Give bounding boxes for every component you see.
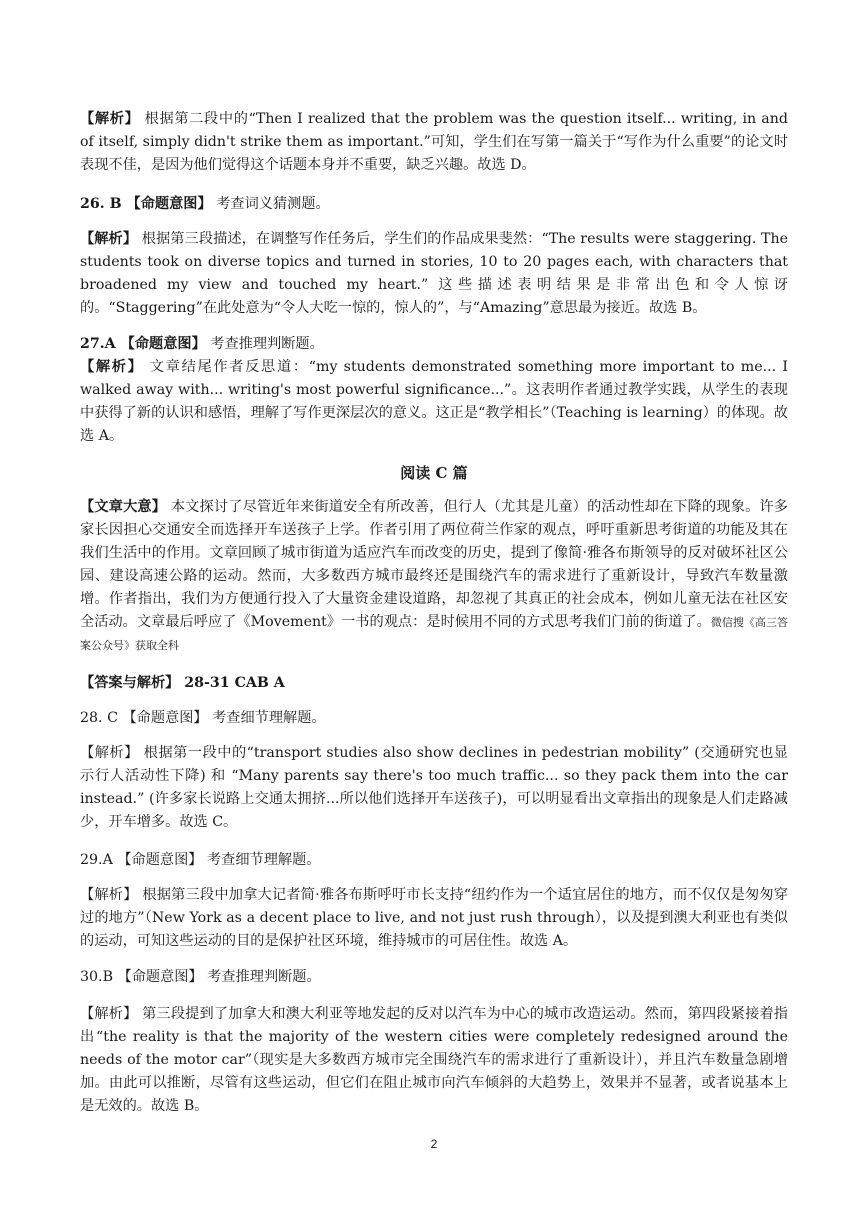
q27-heading bbox=[80, 333, 788, 356]
summary-text: 本文探讨了尽管近年来街道安全有所改善，但行人（尤其是儿童）的活动性却在下降的现象。许多家长因担心交通安全而选择开车送孩子上学。作者引用了两位荷兰作家的观点，呼吁重新思考街道的功能及其在我们生活中的作用。文章回顾了城市街道为适应汽车而改变的历史，提到了像简·雅各布斯领导的反对破坏社区公园、建设高速公路的运动。然而，大多数西方城市最终还是围绕汽车的需求进行了重新设计，导致汽车数量激增。作者指出，我们为方便通行投入了大量资金建设道路，却忽视了其真正的社会成本，例如儿童无法在社区安全活动。文章最后呼应了《Movement》一书的观点：是时候用不同的方式思考我们门前的街道了。 bbox=[80, 499, 788, 630]
q30-heading bbox=[80, 966, 788, 989]
page-number: 2 bbox=[430, 1137, 438, 1151]
analysis-25 bbox=[80, 108, 788, 177]
q29-intent: 考查细节理解题。 bbox=[202, 852, 321, 868]
q28-analysis bbox=[80, 742, 788, 834]
q26-heading bbox=[80, 193, 788, 216]
answers-label: 【答案与解析】 bbox=[80, 675, 180, 691]
answers-text: 28-31 CAB A bbox=[179, 675, 285, 691]
analysis-label: 【解析】 bbox=[80, 359, 144, 375]
analysis-text: 根据第二段中的“Then I realized that the problem was the question itself... writing, in and of itself, simply didn't strike them as important.”可知，学生们在写第一篇关于“写作为什么重要”的论文时表现不佳，是因为他们觉得这个话题本身并不重要，缺乏兴趣。故选 D。 bbox=[80, 111, 788, 173]
summary-label: 【文章大意】 bbox=[80, 499, 167, 515]
q29-heading bbox=[80, 849, 788, 872]
q29-intent-label: 【命题意图】 bbox=[112, 852, 203, 868]
q28-head: 28. C bbox=[80, 710, 118, 726]
analysis-text: 根据第三段中加拿大记者简·雅各布斯呼吁市长支持“纽约作为一个适宜居住的地方，而不仅仅是匆匆穿过的地方”（New York as a decent place to live, and not just rush through），以及提到澳大利亚也有类似的运动，可知这些运动的目的是保护社区环境，维持城市的可居住性。故选 A。 bbox=[80, 887, 788, 949]
analysis-label: 【解析】 bbox=[80, 745, 139, 761]
section-title: 阅读 C 篇 bbox=[400, 464, 468, 482]
article-summary bbox=[80, 496, 788, 657]
q28-heading bbox=[80, 707, 788, 730]
analysis-label: 【解析】 bbox=[80, 1006, 138, 1022]
analysis-text: 根据第三段描述，在调整写作任务后，学生们的作品成果斐然：“The results were staggering. The students took on diverse topics and turned in stories, 10 to 20 pages each, with characters that broadened my view and touched my heart.” 这些描述表明结果是非常出色和令人惊讶的。“Staggering”在此处意为“令人大吃一惊的，惊人的”，与“Amazing”意思最为接近。故选 B。 bbox=[80, 231, 788, 316]
analysis-text: 第三段提到了加拿大和澳大利亚等地发起的反对以汽车为中心的城市改造运动。然而，第四段紧接着指出“the reality is that the majority of the western cities were completely redesigned around the needs of the motor car”（现实是大多数西方城市完全围绕汽车的需求进行了重新设计），并且汽车数量急剧增加。由此可以推断，尽管有这些运动，但它们在阻止城市向汽车倾斜的大趋势上，效果并不显著，或者说基本上是无效的。故选 B。 bbox=[80, 1006, 788, 1114]
q27-analysis bbox=[80, 356, 788, 448]
q29-head: 29.A bbox=[80, 852, 113, 868]
q26-analysis bbox=[80, 228, 788, 320]
analysis-label: 【解析】 bbox=[80, 111, 140, 127]
q30-intent: 考查推理判断题。 bbox=[202, 969, 321, 985]
q30-analysis bbox=[80, 1003, 788, 1118]
analysis-label: 【解析】 bbox=[80, 887, 138, 903]
analysis-label: 【解析】 bbox=[80, 231, 138, 247]
q26-intent: 考查词义猜测题。 bbox=[211, 196, 330, 212]
q28-intent-label: 【命题意图】 bbox=[117, 710, 208, 726]
q27-head: 27.A 【命题意图】 bbox=[80, 336, 206, 352]
q30-head: 30.B bbox=[80, 969, 113, 985]
q29-analysis bbox=[80, 884, 788, 953]
analysis-text: 根据第一段中的“transport studies also show declines in pedestrian mobility” (交通研究也显示行人活动性下降) 和 “Many parents say there's too much traffic... so they pack them into the car instead.” (许多家长说路上交通太拥挤...所以他们选择开车送孩子)，可以明显看出文章指出的现象是人们走路减少，开车增多。故选 C。 bbox=[80, 745, 788, 830]
q30-intent-label: 【命题意图】 bbox=[113, 969, 203, 985]
summary-note: 微信搜《高三答案公众号》获取全科 bbox=[80, 616, 789, 652]
q26-head: 26. B 【命题意图】 bbox=[80, 196, 212, 212]
q28-intent: 考查细节理解题。 bbox=[207, 710, 326, 726]
analysis-text: 文章结尾作者反思道：“my students demonstrated something more important to me... I walked away with... writing's most powerful significance...”。这表明作者通过教学实践，从学生的表现中获得了新的认识和感悟，理解了写作更深层次的意义。这正是“教学相长”（Teaching is learning）的体现。故选 A。 bbox=[80, 359, 788, 444]
q27-intent: 考查推理判断题。 bbox=[205, 336, 324, 352]
answers-heading bbox=[80, 672, 788, 695]
